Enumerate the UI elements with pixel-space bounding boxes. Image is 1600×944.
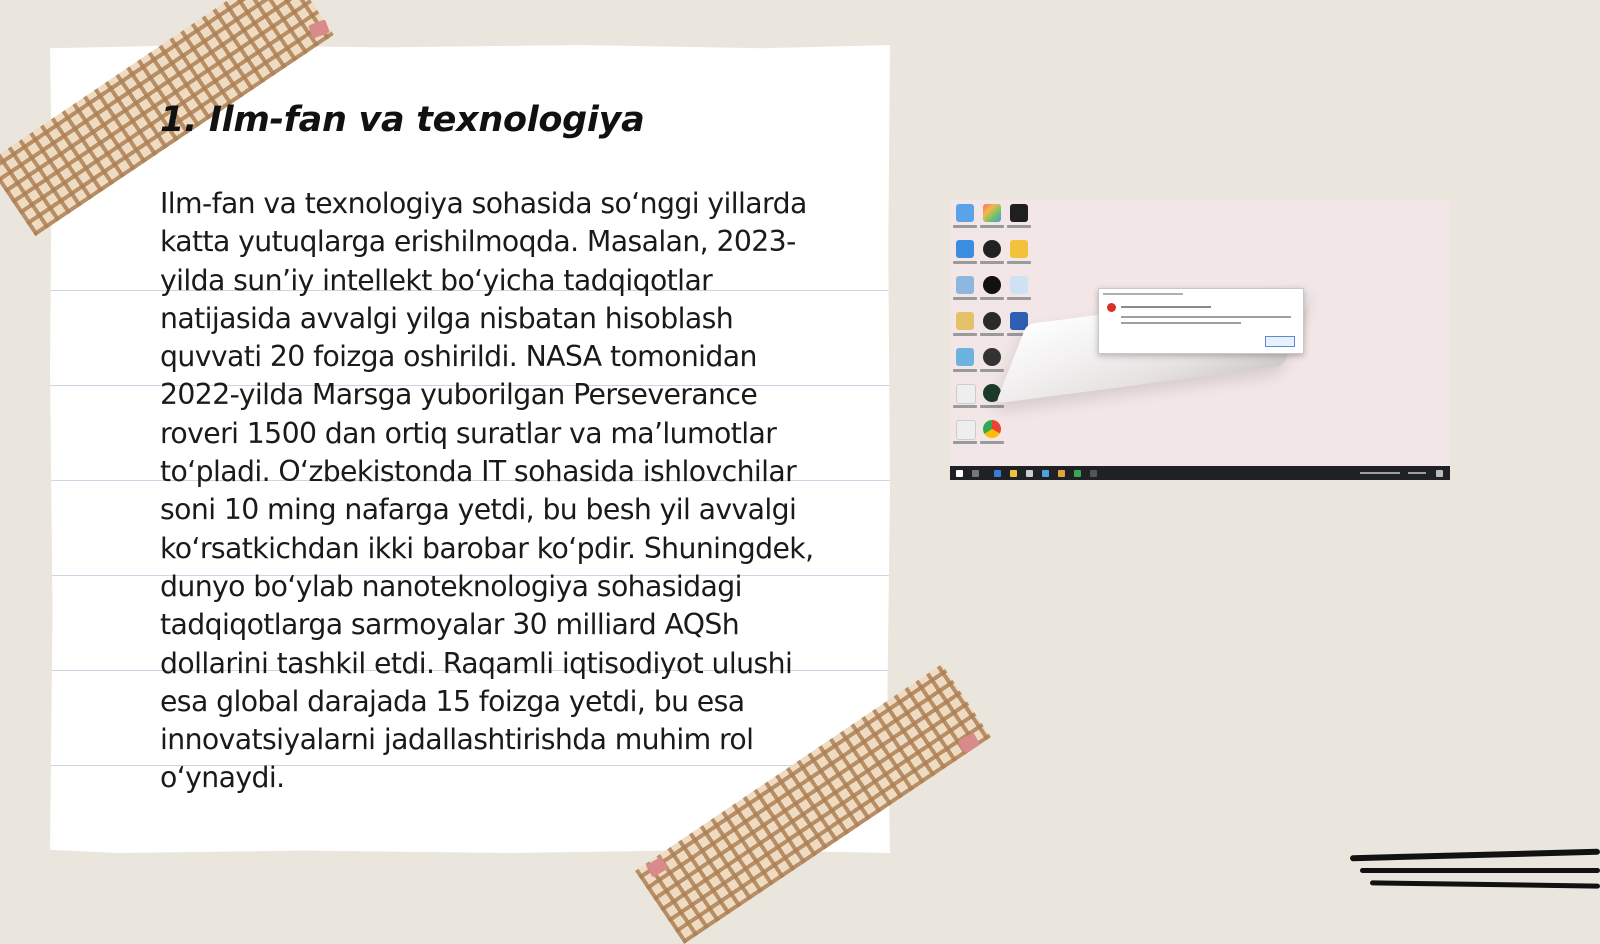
folder-icon: [956, 240, 974, 258]
icon-caption: [1007, 261, 1031, 264]
clock-text: [1408, 472, 1426, 474]
file-icon: [956, 420, 976, 440]
brush-stroke: [1350, 849, 1600, 862]
dialog-ok-button: [1265, 336, 1295, 347]
dialog-titlebar: [1103, 293, 1183, 295]
icon-caption: [980, 333, 1004, 336]
app-icon: [956, 312, 974, 330]
app-icon: [983, 204, 1001, 222]
desktop-screenshot-image: [950, 200, 1450, 480]
start-icon: [956, 470, 963, 477]
terminal-icon: [1090, 470, 1097, 477]
app-icon: [1058, 470, 1065, 477]
icon-caption: [953, 297, 977, 300]
folder-icon: [1010, 240, 1028, 258]
icon-caption: [953, 261, 977, 264]
store-icon: [1026, 470, 1033, 477]
icon-caption: [953, 405, 977, 408]
error-dialog: [1098, 288, 1304, 354]
brush-stroke: [1370, 880, 1600, 888]
dialog-text-line: [1121, 316, 1291, 318]
brush-stroke: [1360, 868, 1600, 873]
file-icon: [956, 384, 976, 404]
app-icon: [1074, 470, 1081, 477]
dialog-text-line: [1121, 306, 1211, 308]
dialog-text-line: [1121, 322, 1241, 324]
pycharm-icon: [1010, 204, 1028, 222]
app-icon: [983, 312, 1001, 330]
system-tray: [1360, 472, 1400, 474]
icon-caption: [980, 441, 1004, 444]
recycle-bin-icon: [956, 204, 974, 222]
search-icon: [972, 470, 979, 477]
icon-caption: [980, 261, 1004, 264]
app-icon: [983, 348, 1001, 366]
app-icon: [956, 348, 974, 366]
icon-caption: [953, 441, 977, 444]
folder-icon: [1010, 470, 1017, 477]
icon-caption: [1007, 297, 1031, 300]
app-icon: [983, 276, 1001, 294]
icon-caption: [953, 369, 977, 372]
icon-caption: [980, 369, 1004, 372]
body-paragraph: Ilm-fan va texnologiya sohasida so‘nggi yillarda katta yutuqlarga erishilmoqda. Masalan, 2023-yilda sun’iy intellekt bo‘yicha tadqiqotlar natijasida avvalgi yilga nisbatan hisoblash quvvati 20 foizga oshirildi. NASA tomonidan 2022-yilda Marsga yuborilgan Perseverance roveri 1500 dan ortiq suratlar va ma’lumotlar to‘pladi. O‘zbekistonda IT sohasida ishlovchilar soni 10 ming nafarga yetdi, bu besh yil avvalgi ko‘rsatkichdan ikki barobar ko‘pdir. Shuningdek, dunyo bo‘ylab nanoteknologiya sohasidagi tadqiqotlarga sarmoyalar 30 milliard AQSh dollarini tashkil etdi. Raqamli iqtisodiyot ulushi esa global darajada 15 foizga yetdi, bu esa innovatsiyalarni jadallashtirishda muhim rol o‘ynaydi.: [160, 187, 814, 795]
app-icon: [956, 276, 974, 294]
app-icon: [983, 240, 1001, 258]
icon-caption: [953, 333, 977, 336]
page-title: 1. Ilm-fan va texnologiya: [160, 100, 645, 140]
icon-caption: [953, 225, 977, 228]
icon-caption: [980, 297, 1004, 300]
icon-caption: [980, 225, 1004, 228]
notification-icon: [1436, 470, 1443, 477]
mail-icon: [1042, 470, 1049, 477]
icon-caption: [980, 405, 1004, 408]
taskbar: [950, 466, 1450, 480]
edge-icon: [994, 470, 1001, 477]
chrome-icon: [983, 420, 1001, 438]
app-icon: [1010, 276, 1028, 294]
icon-caption: [1007, 225, 1031, 228]
error-icon: [1107, 303, 1116, 312]
